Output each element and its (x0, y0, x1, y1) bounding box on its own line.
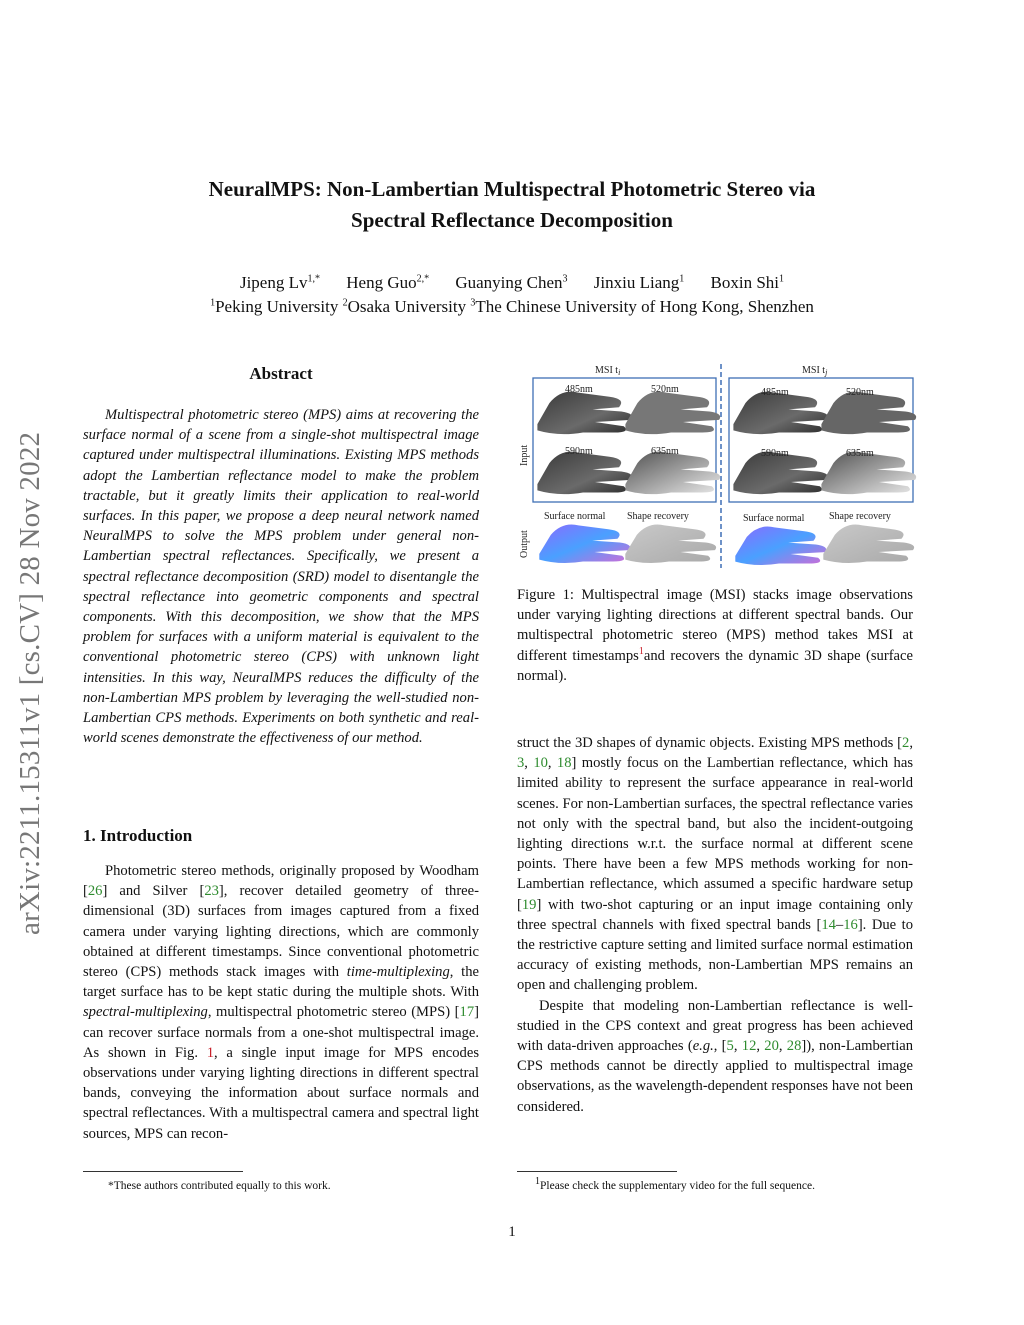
intro-paragraph-1: Photometric stereo methods, originally proposed by Woodham [26] and Silver [23], recover detailed geometry of three-dimensional (3D) surfaces from images captured from a fixed camera under varying lighting directions, which are commonly obtained at different timestamps. Since conventional photometric stereo (CPS) methods stack images with time-multiplexing, the target surface has to be kept static during the multiple shots. With spectral-multiplexing, multispectral photometric stereo (MPS) [17] can recover surface normals from a one-shot multispectral image. As shown in Fig. 1, a single input image for MPS encodes observations under varying lighting directions in different spectral bands, conveying the information about surface normals and spectral reflectances. With a multispectral camera and spectral light sources, MPS can recon- (83, 863, 479, 1142)
shape-recovery-label: Shape recovery (829, 511, 891, 522)
author: Boxin Shi$^1$ (710, 273, 785, 292)
svg-text:590nm: 590nm (761, 448, 789, 459)
figure-link[interactable]: 1 (206, 1044, 215, 1061)
figure-1 (515, 360, 917, 572)
normal-map-right (735, 527, 826, 565)
shape-right (823, 525, 914, 563)
citation-link[interactable]: 18 (556, 755, 572, 772)
abstract-heading: Abstract (249, 364, 313, 383)
arxiv-stamp[interactable]: arXiv:2211.15311v1 [cs.CV] 28 Nov 2022 (14, 431, 46, 935)
svg-text:635nm: 635nm (651, 446, 679, 457)
author: Guanying Chen$^3$ (455, 273, 568, 292)
paper-title (80, 174, 944, 236)
citation-link[interactable]: 12 (741, 1038, 757, 1055)
intro-paragraph-2: struct the 3D shapes of dynamic objects. Existing MPS methods [2, 3, 10, 18] mostly focus on the Lambertian reflectance, which has limited ability to represent the surface appearance in real-world scenes. For non-Lambertian surfaces, the spectral reflectance varies not only with the spectral band, but also the incident-outgoing lighting directions w.r.t. the surface normal at different scene points. There have been a few MPS methods working for non-Lambertian reflectance, which assumed a specific hardware setup [19] with two-shot capturing or an input image containing only three spectral channels with fixed spectral bands [14–16]. Due to the restrictive capture setting and limited surface normal estimation accuracy of existing methods, non-Lambertian MPS remains an open and challenging problem. (517, 735, 914, 994)
svg-text:590nm: 590nm (565, 446, 593, 457)
citation-link[interactable]: 19 (521, 896, 537, 913)
page-number: 1 (508, 1224, 516, 1240)
citation-link[interactable]: 3 (517, 755, 525, 772)
footnote-link[interactable]: 1 (638, 645, 644, 657)
title-line-1: NeuralMPS: Non-Lambertian Multispectral Photometric Stereo via (208, 177, 816, 201)
affiliations: $^1$Peking University $^2$Osaka University $^3$The Chinese University of Hong Kong, Shenzhen (210, 297, 814, 316)
msi-right-band-images (733, 387, 916, 494)
input-row-label: Input (519, 444, 530, 466)
surface-normal-label: Surface normal (743, 513, 805, 524)
title-line-2: Spectral Reflectance Decomposition (351, 208, 673, 232)
footnote-right: $^1$Please check the supplementary video for the full sequence. (535, 1176, 815, 1192)
msi-right-label: MSI $t_j$ (802, 365, 828, 377)
surface-normal-label: Surface normal (544, 511, 606, 522)
citation-link[interactable]: 23 (204, 883, 219, 900)
abstract-text: Multispectral photometric stereo (MPS) aims at recovering the surface normal of a scene from a single-shot multispectral image captured under multispectral illuminations. Existing MPS methods adopt the Lambertian reflectance model to make the problem tractable, but it greatly limits their application to real-world surfaces. In this paper, we propose a deep neural network named NeuralMPS to solve the MPS problem under general non-Lambertian spectral reflectances. Specifically, we present a spectral reflectance decomposition (SRD) model to disentangle the spectral reflectance into geometric components and spectral components. With this decomposition, we show that the MPS problem for surfaces with a uniform material is equivalent to the conventional photometric stereo (CPS) with unknown light intensities. In this way, NeuralMPS reduces the difficulty of the non-Lambertian MPS problem by leveraging the well-studied non-Lambertian CPS methods. Experiments on both synthetic and real-world scenes demonstrate the effectiveness of our method. (83, 407, 479, 747)
footnote-rule-right (517, 1171, 677, 1172)
msi-left-band-images (537, 384, 720, 494)
svg-text:635nm: 635nm (846, 448, 874, 459)
svg-text:520nm: 520nm (651, 384, 679, 395)
author: Heng Guo$^{2,*}$ (346, 273, 430, 292)
abstract-body (83, 405, 479, 748)
shape-left (625, 525, 716, 563)
citation-link[interactable]: 14 (821, 916, 836, 933)
intro-right-column (517, 733, 913, 1117)
citation-link[interactable]: 20 (764, 1038, 779, 1055)
output-row-label: Output (519, 530, 530, 558)
normal-map-left (539, 525, 630, 563)
author-list (80, 270, 944, 295)
author: Jinxiu Liang$^1$ (593, 273, 685, 292)
citation-link[interactable]: 16 (843, 916, 858, 933)
footnote-left: *These authors contributed equally to this work. (108, 1180, 331, 1192)
intro-left-column (83, 861, 479, 1144)
citation-link[interactable]: 26 (87, 883, 103, 900)
svg-text:485nm: 485nm (565, 384, 593, 395)
svg-text:520nm: 520nm (846, 387, 874, 398)
figure-1-caption: Figure 1: Multispectral image (MSI) stacks image observations under varying lighting directions at different spectral bands. Our multispectral photometric stereo (MPS) method takes MSI at different timestamps$^1$and recovers the dynamic 3D shape (surface normal). (517, 587, 913, 684)
shape-recovery-label: Shape recovery (627, 511, 689, 522)
section-heading-introduction: 1. Introduction (83, 826, 193, 845)
author: Jipeng $Lv^{1,*}$ (239, 273, 320, 292)
msi-left-label: MSI $t_i$ (595, 365, 621, 377)
citation-link[interactable]: 28 (786, 1038, 802, 1055)
intro-paragraph-3: Despite that modeling non-Lambertian reflectance is well-studied in the CPS context and great progress has been achieved with data-driven approaches (e.g., [5, 12, 20, 28]), non-Lambertian CPS methods cannot be directly applied to multispectral image observations, as the wavelength-dependent responses have not been considered. (517, 997, 914, 1115)
citation-link[interactable]: 10 (533, 755, 548, 772)
svg-text:485nm: 485nm (761, 387, 789, 398)
citation-link[interactable]: 17 (459, 1004, 475, 1021)
citation-link[interactable]: 5 (726, 1038, 734, 1055)
footnote-rule-left (83, 1171, 243, 1172)
citation-link[interactable]: 2 (902, 735, 910, 751)
